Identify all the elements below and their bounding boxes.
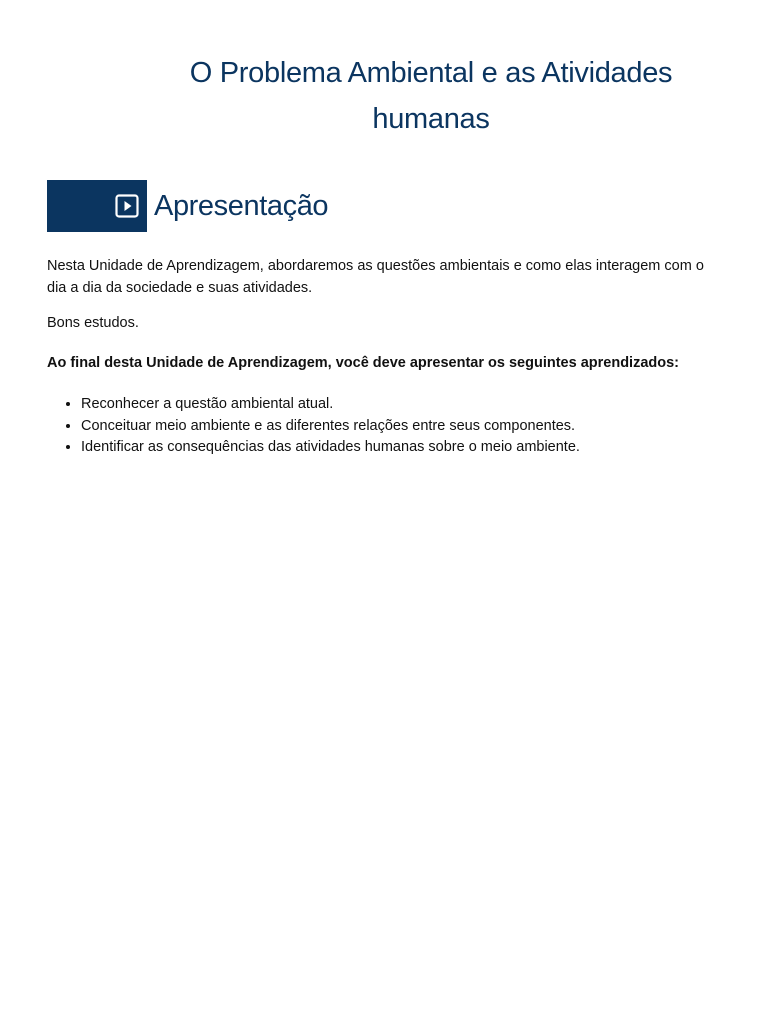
section-title: Apresentação [154,189,329,222]
list-item: • Identificar as consequências das atividades humanas sobre o meio ambiente. [81,437,727,459]
page-title: O Problema Ambiental e as Atividades humanas [189,57,673,135]
section-icon-box [47,180,147,232]
objectives-heading: Ao final desta Unidade de Aprendizagem, você deve apresentar os seguintes aprendizados: [47,354,679,371]
section-header [47,180,328,232]
list-item: • Conceituar meio ambiente e as diferentes relações entre seus componentes. [81,416,727,438]
intro-paragraph: Nesta Unidade de Aprendizagem, abordaremos as questões ambientais e como elas interagem com o dia a dia da sociedade e suas atividades. [47,258,704,296]
play-square-icon [115,194,139,218]
list-item: • Reconhecer a questão ambiental atual. [81,394,727,416]
objectives-list [47,394,727,459]
content-body [47,256,727,459]
greeting-paragraph: Bons estudos. [47,315,139,331]
